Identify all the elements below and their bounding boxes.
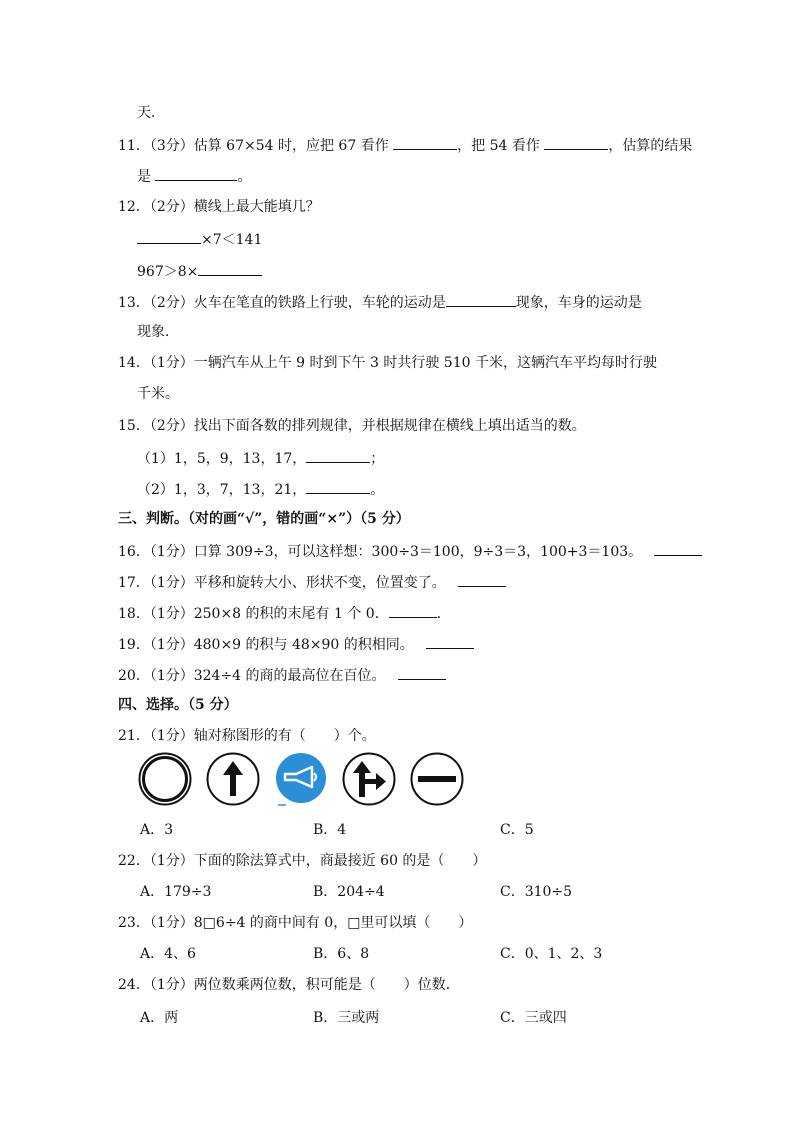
question-21: 21．（1分）轴对称图形的有（ ）个。 <box>118 728 376 744</box>
section-3-heading: 三、判断。（对的画“√”，错的画“×”）（5 分） <box>118 511 410 527</box>
answer-blank[interactable] <box>544 135 608 150</box>
option-c[interactable]: C．310÷5 <box>500 884 573 900</box>
question-14: 14．（1分）一辆汽车从上午 9 时到下午 3 时共行驶 510 千米，这辆汽车平均每时行驶 <box>118 355 657 371</box>
option-a[interactable]: A．3 <box>140 822 174 838</box>
answer-blank[interactable] <box>137 229 201 244</box>
question-17: 17．（1分）平移和旋转大小、形状不变，位置变了。 <box>118 572 506 592</box>
option-c[interactable]: C．三或四 <box>500 1010 567 1026</box>
question-24: 24．（1分）两位数乘两位数，积可能是（ ）位数． <box>118 977 460 993</box>
option-a[interactable]: A．4、6 <box>140 946 196 962</box>
question-19: 19．（1分）480×9 的积与 48×90 的积相同。 <box>118 634 474 654</box>
question-15-part-1: （1）1，5，9，13，17， ； <box>137 448 384 468</box>
no-entry-ring-icon <box>138 752 192 806</box>
option-a[interactable]: A．两 <box>140 1010 179 1026</box>
traffic-signs-row <box>138 752 468 808</box>
option-b[interactable]: B．三或两 <box>313 1010 380 1026</box>
option-b[interactable]: B．6、8 <box>313 946 370 962</box>
question-13-cont: 现象． <box>137 324 179 340</box>
question-18: 18．（1分）250×8 的积的末尾有 1 个 0． ． <box>118 603 451 623</box>
horn-icon <box>274 752 328 806</box>
question-15: 15．（2分）找出下面各数的排列规律，并根据规律在横线上填出适当的数。 <box>118 418 586 434</box>
answer-blank[interactable] <box>426 634 474 649</box>
answer-blank[interactable] <box>389 603 437 618</box>
question-11-cont: 是 。 <box>137 166 251 186</box>
answer-blank[interactable] <box>446 292 516 307</box>
option-b[interactable]: B．4 <box>313 822 347 838</box>
answer-blank[interactable] <box>398 665 446 680</box>
option-b[interactable]: B．204÷4 <box>313 884 385 900</box>
question-20: 20．（1分）324÷4 的商的最高位在百位。 <box>118 665 446 685</box>
straight-or-right-turn-icon <box>342 752 396 806</box>
answer-blank[interactable] <box>306 479 370 494</box>
section-4-heading: 四、选择。（5 分） <box>118 697 238 713</box>
answer-blank[interactable] <box>198 261 262 276</box>
question-12-row-2: 967＞8× <box>137 261 262 281</box>
question-14-cont: 千米。 <box>137 386 179 402</box>
answer-blank[interactable] <box>458 572 506 587</box>
no-entry-bar-icon <box>410 752 464 806</box>
answer-blank[interactable] <box>155 166 237 181</box>
answer-blank[interactable] <box>306 448 370 463</box>
option-a[interactable]: A．179÷3 <box>140 884 212 900</box>
continuation-text: 天． <box>137 105 165 121</box>
option-c[interactable]: C．5 <box>500 822 534 838</box>
question-12: 12．（2分）横线上最大能填几？ <box>118 199 320 215</box>
question-22: 22．（1分）下面的除法算式中，商最接近 60 的是（ ） <box>118 853 487 869</box>
question-16: 16．（1分）口算 309÷3，可以这样想：300÷3＝100，9÷3＝3，100+3＝103。 <box>118 541 702 561</box>
question-11: 11．（3分）估算 67×54 时，应把 67 看作 ，把 54 看作 ，估算的结果 <box>118 135 692 155</box>
option-c[interactable]: C．0、1、2、3 <box>500 946 603 962</box>
question-12-row-1: ×7＜141 <box>137 229 262 249</box>
answer-blank[interactable] <box>654 541 702 556</box>
question-13: 13．（2分）火车在笔直的铁路上行驶，车轮的运动是 现象，车身的运动是 <box>118 292 642 312</box>
straight-arrow-icon <box>206 752 260 806</box>
question-15-part-2: （2）1，3，7，13，21， 。 <box>137 479 384 499</box>
question-23: 23．（1分）8□6÷4 的商中间有 0，□里可以填（ ） <box>118 915 473 931</box>
answer-blank[interactable] <box>393 135 457 150</box>
